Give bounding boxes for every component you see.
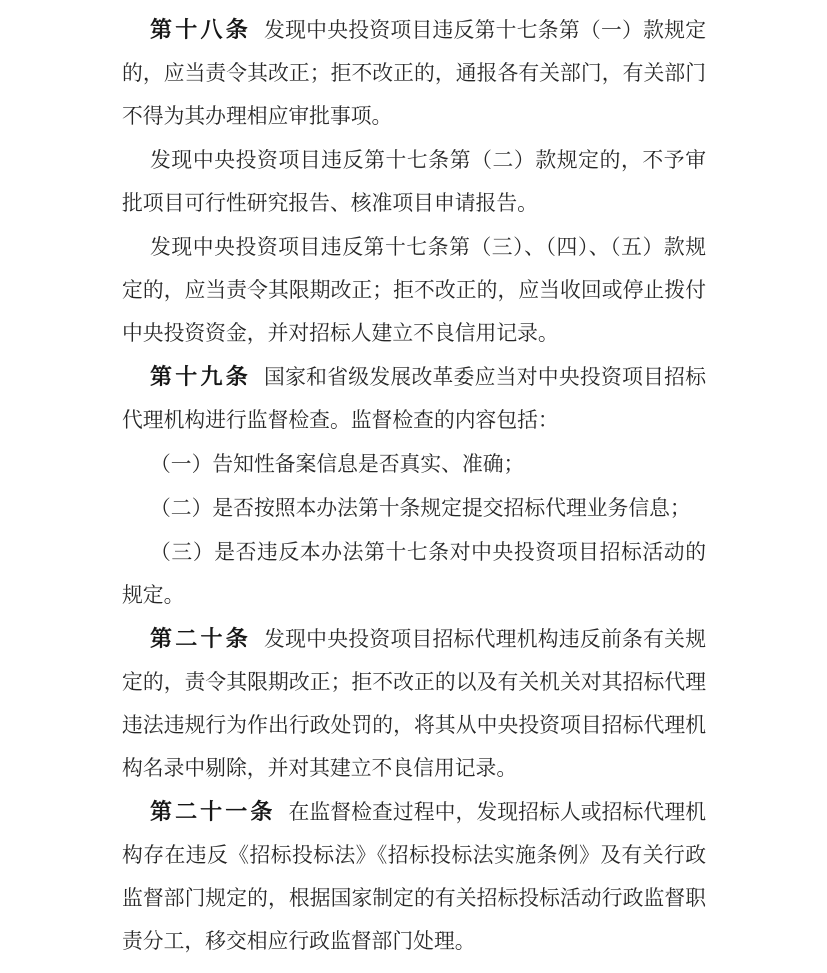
paragraph <box>122 138 706 225</box>
article-number: 第十九条 <box>150 364 252 389</box>
list-item-1 <box>122 442 706 486</box>
paragraph-text: 在监督检查过程中，发现招标人或招标代理机构存在违反《招标投标法》《招标投标法实施条例》及有关行政监督部门规定的，根据国家制定的有关招标投标活动行政监督职责分工，移交相应行政监督部门处理。 <box>122 801 706 953</box>
list-item-3 <box>122 530 706 617</box>
paragraph-article-18 <box>122 8 706 138</box>
article-number: 第十八条 <box>150 17 252 42</box>
paragraph-article-20 <box>122 617 706 790</box>
paragraph-text: 发现中央投资项目违反第十七条第（二）款规定的，不予审批项目可行性研究报告、核准项目申请报告。 <box>122 149 706 215</box>
article-number: 第二十一条 <box>150 799 276 824</box>
paragraph-text: 发现中央投资项目违反第十七条第（三）、（四）、（五）款规定的，应当责令其限期改正；拒不改正的，应当收回或停止拨付中央投资资金，并对招标人建立不良信用记录。 <box>122 236 706 345</box>
paragraph <box>122 225 706 355</box>
paragraph-article-19 <box>122 355 706 442</box>
paragraph-text: （二）是否按照本办法第十条规定提交招标代理业务信息； <box>150 497 691 520</box>
paragraph-article-21 <box>122 790 706 963</box>
paragraph-text: （三）是否违反本办法第十七条对中央投资项目招标活动的规定。 <box>122 541 706 607</box>
paragraph-text: 发现中央投资项目违反第十七条第（一）款规定的，应当责令其改正；拒不改正的，通报各有关部门，有关部门不得为其办理相应审批事项。 <box>122 19 706 128</box>
list-item-2 <box>122 486 706 530</box>
article-number: 第二十条 <box>150 626 252 651</box>
paragraph-text: 发现中央投资项目招标代理机构违反前条有关规定的，责令其限期改正；拒不改正的以及有关机关对其招标代理违法违规行为作出行政处罚的，将其从中央投资项目招标代理机构名录中剔除，并对其建立不良信用记录。 <box>122 628 706 780</box>
paragraph-text: 国家和省级发展改革委应当对中央投资项目招标代理机构进行监督检查。监督检查的内容包括： <box>122 366 706 432</box>
paragraph-text: （一）告知性备案信息是否真实、准确； <box>150 453 525 476</box>
